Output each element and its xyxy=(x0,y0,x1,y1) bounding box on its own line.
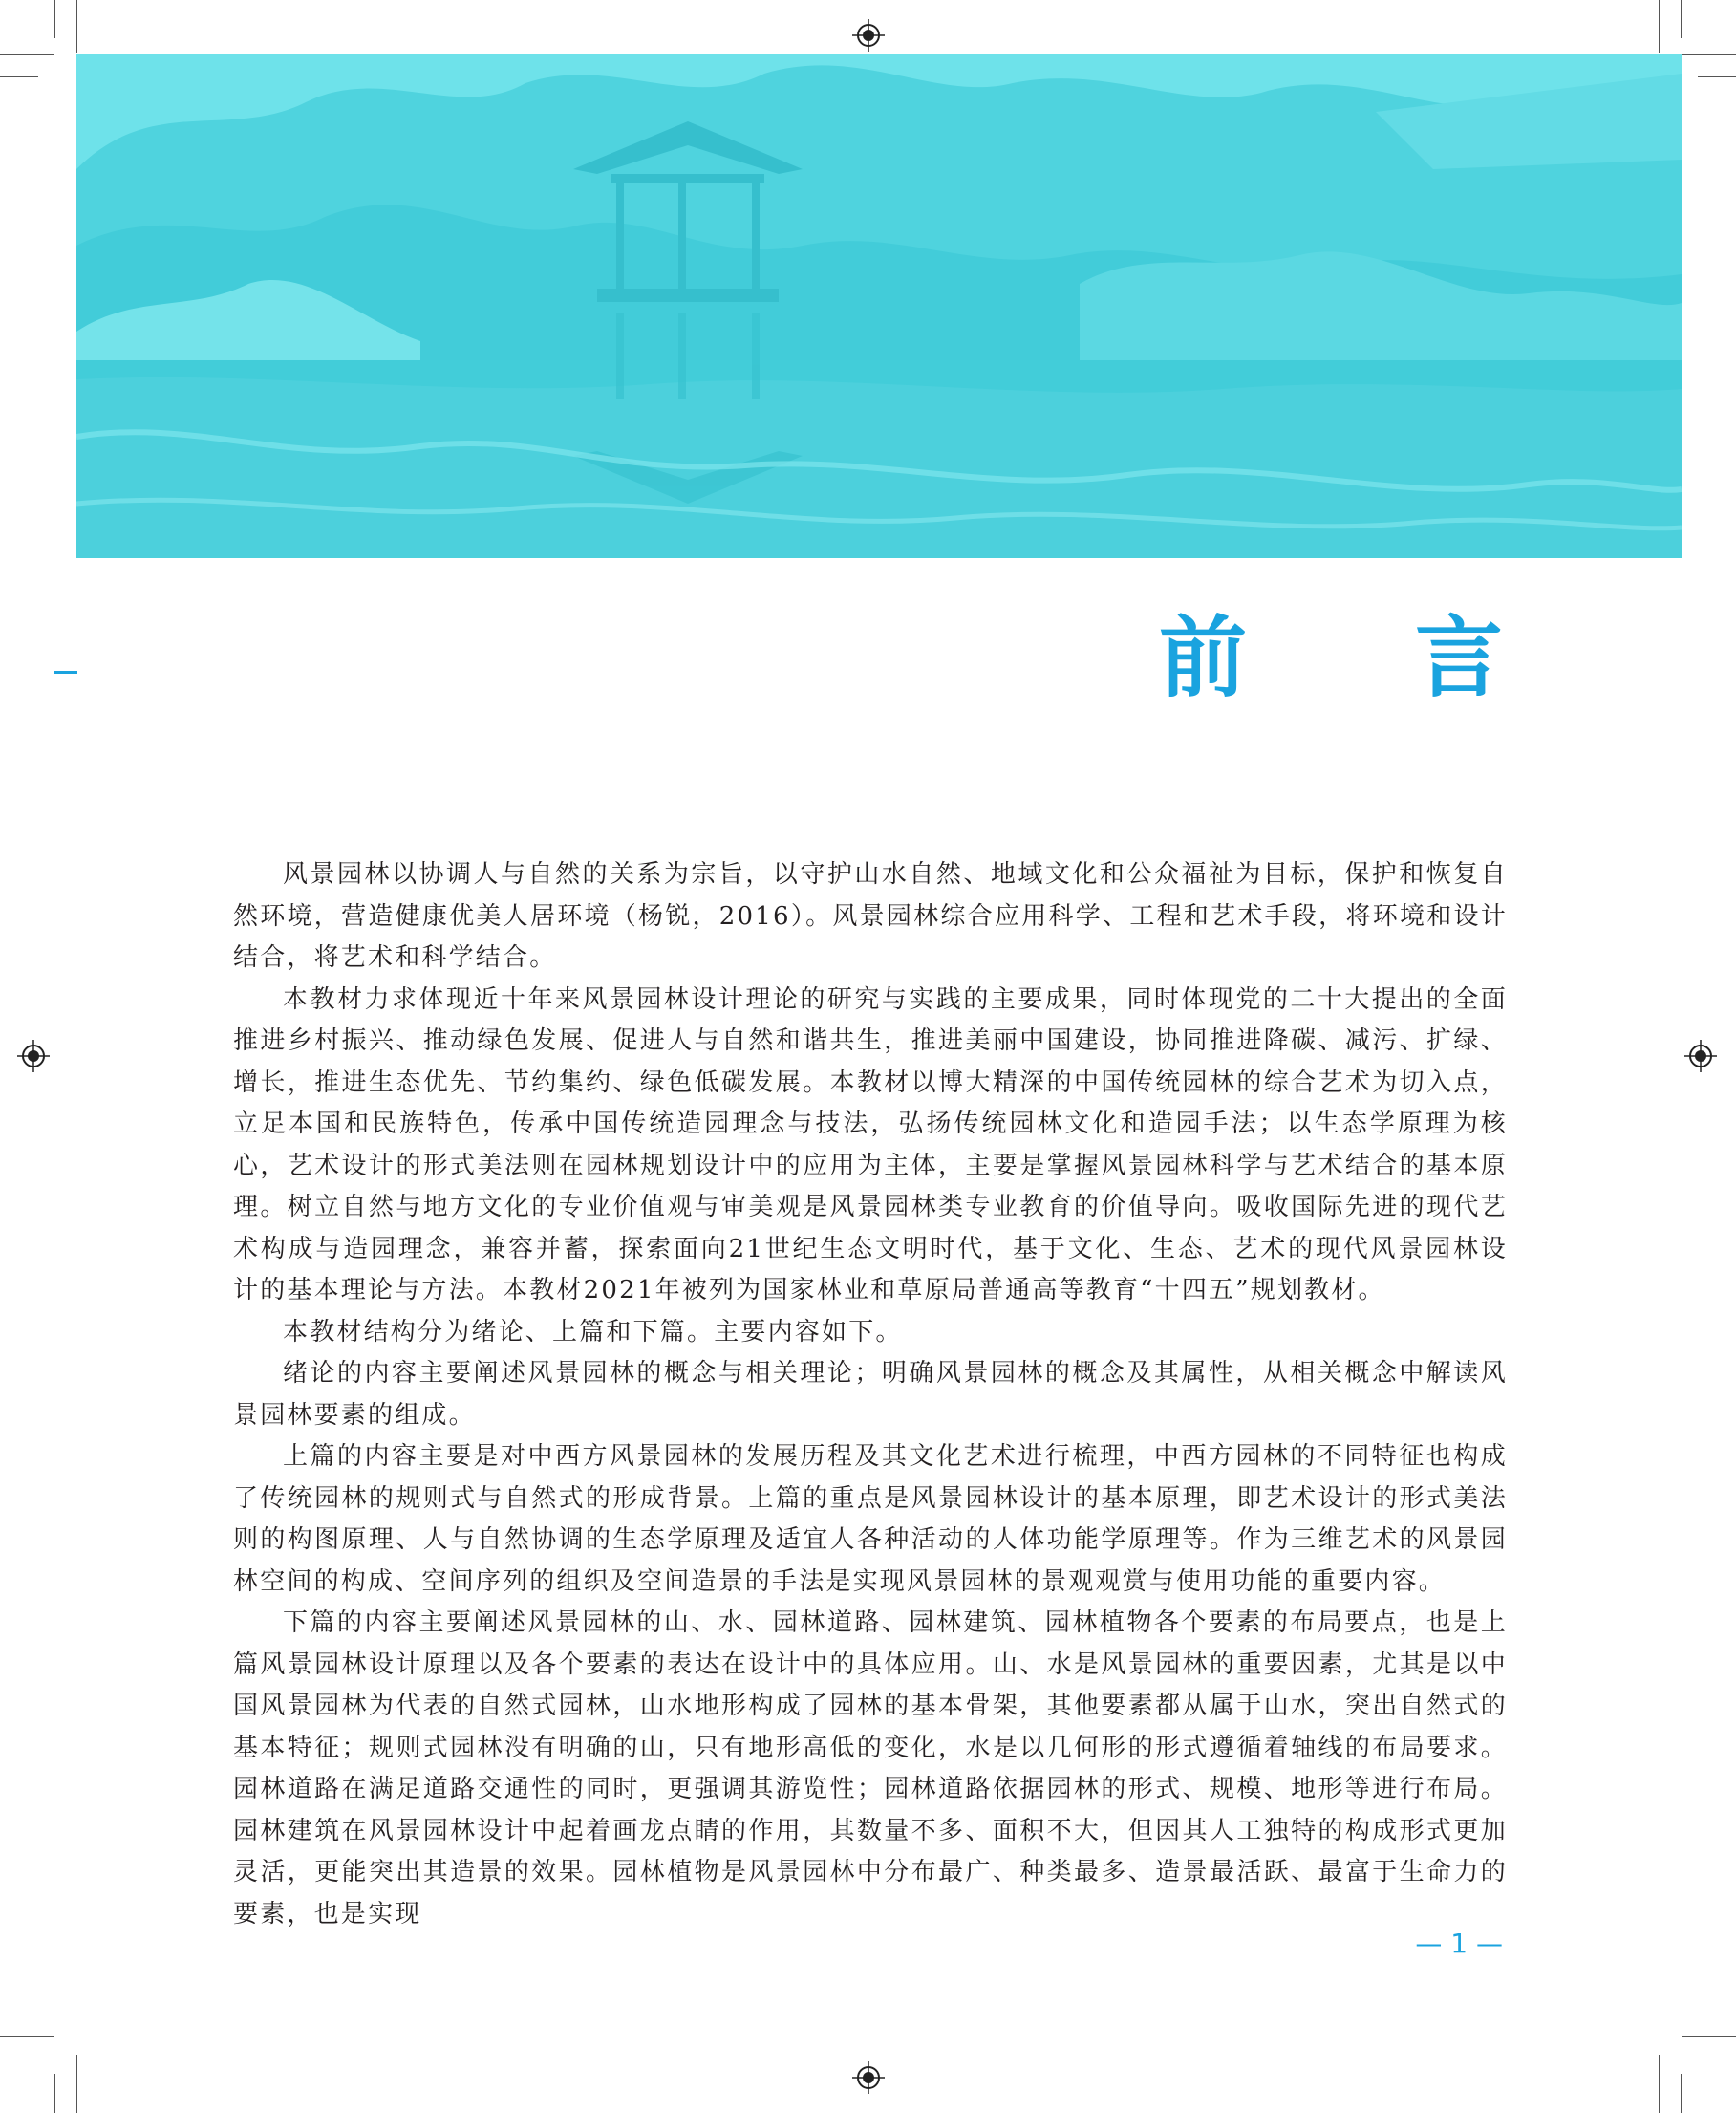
crop-mark xyxy=(76,0,77,53)
crop-mark xyxy=(1682,2036,1736,2037)
paragraph: 本教材结构分为绪论、上篇和下篇。主要内容如下。 xyxy=(283,1317,903,1347)
crop-mark xyxy=(1681,0,1682,38)
page-title: 前 言 xyxy=(1158,607,1572,709)
registration-mark-icon xyxy=(1684,1040,1717,1072)
crop-mark xyxy=(54,2074,55,2113)
paragraph: 上篇的内容主要是对中西方风景园林的发展历程及其文化艺术进行梳理，中西方园林的不同特征也构成了传统园林的规则式与自然式的形成背景。上篇的重点是风景园林设计的基本原理，即艺术设计的形式美法则的构图原理、人与自然协调的生态学原理及适宜人各种活动的人体功能学原理等。作为三维艺术的风景园林空间的构成、空间序列的组织及空间造景的手法是实现风景园林的景观观赏与使用功能的重要内容。 xyxy=(233,1442,1508,1596)
crop-mark xyxy=(1682,54,1736,55)
crop-mark xyxy=(54,0,55,38)
registration-mark-icon xyxy=(17,1040,50,1072)
paragraph: 本教材力求体现近十年来风景园林设计理论的研究与实践的主要成果，同时体现党的二十大提出的全面推进乡村振兴、推动绿色发展、促进人与自然和谐共生，推进美丽中国建设，协同推进降碳、减污、扩绿、增长，推进生态优先、节约集约、绿色低碳发展。本教材以博大精深的中国传统园林的综合艺术为切入点，立足本国和民族特色，传承中国传统造园理念与技法，弘扬传统园林文化和造园手法；以生态学原理为核心，艺术设计的形式美法则在园林规划设计中的应用为主体，主要是掌握风景园林科学与艺术结合的基本原理。树立自然与地方文化的专业价值观与审美观是风景园林类专业教育的价值导向。吸收国际先进的现代艺术构成与造园理念，兼容并蓄，探索面向21世纪生态文明时代，基于文化、生态、艺术的现代风景园林设计的基本理论与方法。本教材2021年被列为国家林业和草原局普通高等教育“十四五”规划教材。 xyxy=(233,984,1508,1304)
margin-mark xyxy=(54,671,77,674)
garden-pavilion-illustration xyxy=(76,54,1682,558)
crop-mark xyxy=(0,2036,54,2037)
registration-mark-icon xyxy=(852,2061,885,2094)
crop-mark xyxy=(0,76,38,77)
paragraph: 风景园林以协调人与自然的关系为宗旨，以守护山水自然、地域文化和公众福祉为目标，保护和恢复自然环境，营造健康优美人居环境（杨锐，2016）。风景园林综合应用科学、工程和艺术手段，将环境和设计结合，将艺术和科学结合。 xyxy=(233,860,1508,972)
crop-mark xyxy=(1698,76,1736,77)
crop-mark xyxy=(1681,2074,1682,2113)
crop-mark xyxy=(1659,0,1660,53)
registration-mark-icon xyxy=(852,19,885,52)
paragraph: 下篇的内容主要阐述风景园林的山、水、园林道路、园林建筑、园林植物各个要素的布局要点，也是上篇风景园林设计原理以及各个要素的表达在设计中的具体应用。山、水是风景园林的重要因素，尤其是以中国风景园林为代表的自然式园林，山水地形构成了园林的基本骨架，其他要素都从属于山水，突出自然式的基本特征；规则式园林没有明确的山，只有地形高低的变化，水是以几何形的形式遵循着轴线的布局要求。园林道路在满足道路交通性的同时，更强调其游览性；园林道路依据园林的形式、规模、地形等进行布局。园林建筑在风景园林设计中起着画龙点睛的作用，其数量不多、面积不大，但因其人工独特的构成形式更加灵活，更能突出其造景的效果。园林植物是风景园林中分布最广、种类最多、造景最活跃、最富于生命力的要素，也是实现 xyxy=(233,1608,1508,1929)
page-number: — 1 — xyxy=(1415,1928,1503,1959)
crop-mark xyxy=(76,2055,77,2113)
header-photo xyxy=(76,54,1682,558)
crop-mark xyxy=(1659,2055,1660,2113)
body-text xyxy=(233,854,1508,1935)
crop-mark xyxy=(0,54,54,55)
paragraph: 绪论的内容主要阐述风景园林的概念与相关理论；明确风景园林的概念及其属性，从相关概念中解读风景园林要素的组成。 xyxy=(233,1359,1508,1430)
